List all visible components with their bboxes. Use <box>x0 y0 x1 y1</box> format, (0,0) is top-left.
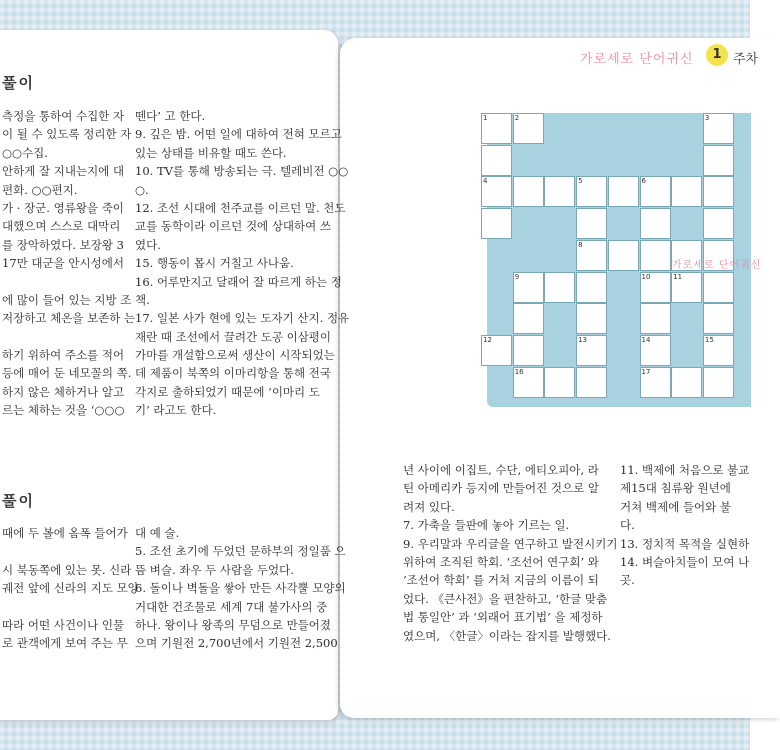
clue-line: 틴 아메리카 등지에 만들어진 것으로 알 <box>403 481 600 496</box>
crossword-cell[interactable] <box>513 176 544 207</box>
clue-number: 3 <box>704 114 710 122</box>
crossword-cell[interactable] <box>481 145 512 176</box>
clue-line: 5. 조선 초기에 두었던 문하부의 정일품 으 <box>135 544 346 559</box>
clue-line: ○○수집. <box>2 145 48 160</box>
clue-line: 었다. 《큰사전》을 편찬하고, ‘한글 맞춤 <box>403 591 608 606</box>
crossword-cell[interactable] <box>513 272 544 303</box>
clue-line: 14. 벼슬아치들이 모여 나 <box>620 554 750 569</box>
crossword-cell[interactable] <box>640 303 671 334</box>
clue-line <box>2 328 135 346</box>
crossword-cell[interactable] <box>576 335 607 366</box>
clue-number: 1 <box>483 114 488 122</box>
clue-line <box>2 542 139 560</box>
clue-line: 년 사이에 이집트, 수단, 에티오피아, 라 <box>403 463 599 477</box>
section-heading-top: 풀이 <box>2 74 35 92</box>
clue-line: 대 예 술. <box>135 526 180 540</box>
crossword-cell[interactable] <box>513 367 544 398</box>
crossword-cell[interactable] <box>576 272 607 303</box>
clue-column-bottom-right-b <box>620 461 749 590</box>
crossword-cell[interactable] <box>640 208 671 239</box>
clue-number: 6 <box>641 177 646 186</box>
clue-line: 위하여 조직된 학회. ‘조선어 연구회’ 와 <box>403 554 599 569</box>
crossword-cell[interactable] <box>703 113 734 144</box>
clue-line: 11. 백제에 처음으로 불교 <box>620 463 750 477</box>
clue-line: 6. 돌이나 벽돌을 쌓아 만든 사각뿔 모양의 <box>135 581 346 596</box>
puzzle-caption: 가로세로 단어귀신 <box>672 260 762 271</box>
crossword-cell[interactable] <box>703 367 734 398</box>
crossword-cell[interactable] <box>640 335 671 366</box>
clue-line: 9. 깊은 밤. 어떤 일에 대하여 전혀 모르고 <box>135 127 342 142</box>
clue-line <box>2 273 135 291</box>
crossword-cell[interactable] <box>640 176 671 207</box>
clue-line: 였다. <box>135 237 161 252</box>
crossword-cell[interactable] <box>576 240 607 271</box>
clue-line: 따라 어떤 사건이나 인물 <box>2 617 125 632</box>
clue-line: 기’ 라고도 한다. <box>135 403 217 418</box>
clue-line: 있는 상태를 비유할 때도 쓴다. <box>135 145 287 160</box>
clue-line: 뜸 벼슬. 좌우 두 사람을 두었다. <box>135 562 294 577</box>
crossword-cell[interactable] <box>703 208 734 239</box>
clue-line: 려져 있다. <box>403 499 455 514</box>
clue-line: 각지로 출하되었기 때문에 ‘이마리 도 <box>135 384 320 399</box>
clue-number: 11 <box>673 272 683 281</box>
clue-line: 교를 동학이라 이르던 것에 상대하여 쓰 <box>135 219 332 234</box>
crossword-cell[interactable] <box>671 367 702 398</box>
crossword-cell[interactable] <box>481 335 512 366</box>
clue-line: 하나. 왕이나 왕족의 무덤으로 만들어졌 <box>135 617 332 632</box>
clue-number: 4 <box>483 177 488 186</box>
clue-line: 로 관객에게 보여 주는 무 <box>2 636 128 651</box>
clue-line: 이 될 수 있도록 정리한 자 <box>2 127 132 142</box>
clue-line: 편화. ○○편지. <box>2 182 78 197</box>
clue-line: 시 북동쪽에 있는 못. 신라 <box>2 562 132 577</box>
crossword-cell[interactable] <box>671 176 702 207</box>
clue-line <box>2 598 139 616</box>
crossword-cell[interactable] <box>640 240 671 271</box>
clue-number: 10 <box>641 272 651 281</box>
crossword-cell[interactable] <box>576 208 607 239</box>
clue-line: 였으며, 〈한글〉이라는 잡지를 발행했다. <box>403 628 611 643</box>
clue-line: 17. 일본 사가 현에 있는 도자기 산지. 정유 <box>135 311 350 326</box>
crossword-cell[interactable] <box>703 176 734 207</box>
clue-line: 저장하고 체온을 보존하 는 <box>2 311 136 326</box>
clue-line: 하지 않은 체하거나 알고 <box>2 384 125 399</box>
crossword-cell[interactable] <box>703 272 734 303</box>
clue-line: 거쳐 백제에 들어와 불 <box>620 499 731 514</box>
crossword-cell[interactable] <box>576 303 607 334</box>
clue-line: 르는 체하는 것을 ‘○○○ <box>2 403 125 418</box>
clue-number: 17 <box>641 367 651 376</box>
clue-line: 15. 행동이 몹시 거칠고 사나움. <box>135 256 294 271</box>
clue-number: 14 <box>641 335 651 344</box>
clue-line: 10. TV를 통해 방송되는 극. 텔레비전 ○○ <box>135 164 349 179</box>
clue-line: 가 · 장군. 영류왕을 죽이 <box>2 200 124 215</box>
clue-column-bottom-right-a <box>403 461 617 645</box>
clue-column-bottom-left <box>2 524 139 653</box>
crossword-cell[interactable] <box>544 272 575 303</box>
section-heading-bottom: 풀이 <box>2 492 35 510</box>
crossword-cell[interactable] <box>703 335 734 366</box>
clue-line: 대했으며 스스로 대막리 <box>2 219 121 234</box>
crossword-cell[interactable] <box>544 176 575 207</box>
clue-line: 다. <box>620 518 635 533</box>
crossword-cell[interactable] <box>481 113 512 144</box>
clue-line: 16. 어루만지고 달래어 잘 따르게 하는 정 <box>135 274 342 289</box>
crossword-cell[interactable] <box>608 176 639 207</box>
clue-line: 측정을 통하여 수집한 자 <box>2 109 125 123</box>
crossword-cell[interactable] <box>576 176 607 207</box>
clue-number: 5 <box>578 177 583 186</box>
clue-column-bottom-middle <box>135 524 346 653</box>
crossword-cell[interactable] <box>513 113 544 144</box>
clue-line: 법 통일안’ 과 ‘외래어 표기법’ 을 제정하 <box>403 610 603 625</box>
crossword-cell[interactable] <box>703 145 734 176</box>
clue-line: 9. 우리말과 우리글을 연구하고 발전시키기 <box>403 536 618 551</box>
clue-line: 책. <box>135 292 150 307</box>
clue-line: 뗀다’ 고 한다. <box>135 109 206 123</box>
crossword-cell[interactable] <box>640 272 671 303</box>
clue-number: 12 <box>483 335 492 344</box>
crossword-cell[interactable] <box>544 367 575 398</box>
clue-line: 으며 기원전 2,700년에서 기원전 2,500 <box>135 636 338 651</box>
clue-line: 데 제품이 북쪽의 이마리항을 통해 전국 <box>135 366 332 381</box>
clue-column-top-middle <box>135 107 349 420</box>
clue-column-top-left <box>2 107 135 420</box>
crossword-cell[interactable] <box>671 272 702 303</box>
crossword-cell[interactable] <box>640 367 671 398</box>
crossword-cell[interactable] <box>481 176 512 207</box>
clue-line: 재란 때 조선에서 끌려간 도공 이삼평이 <box>135 329 332 344</box>
clue-line: ○. <box>135 182 149 197</box>
clue-line: 곳. <box>620 573 635 588</box>
crossword-cell[interactable] <box>513 335 544 366</box>
crossword-cell[interactable] <box>608 240 639 271</box>
clue-number: 16 <box>514 367 524 376</box>
clue-line: 때에 두 볼에 옴폭 들어가 <box>2 526 128 540</box>
chapter-badge: 1 <box>706 44 728 66</box>
clue-line: 를 장악하였다. 보장왕 3 <box>2 237 124 252</box>
crossword-cell[interactable] <box>513 303 544 334</box>
clue-line: 에 많이 들어 있는 지방 조 <box>2 292 132 307</box>
clue-line: 7. 가축을 들판에 놓아 기르는 일. <box>403 518 570 533</box>
crossword-cell[interactable] <box>703 303 734 334</box>
header-title: 가로세로 단어귀신 <box>580 52 694 67</box>
clue-line: ‘조선어 학회’ 를 거쳐 지금의 이름이 되 <box>403 573 599 588</box>
clue-line: 궤전 앞에 신라의 지도 모양 <box>2 581 139 596</box>
clue-line: 거대한 건조물로 세계 7대 불가사의 중 <box>135 599 328 614</box>
clue-line: 안하게 잘 지내는지에 대 <box>2 164 125 179</box>
clue-line: 하기 위하여 주소를 적어 <box>2 348 125 363</box>
clue-line: 등에 매어 둔 네모꼴의 쪽. <box>2 366 132 381</box>
clue-line: 17만 대군을 안시성에서 <box>2 256 124 271</box>
clue-line: 12. 조선 시대에 천주교를 이르던 말. 천도 <box>135 200 346 215</box>
clue-line: 13. 정치적 목적을 실현하 <box>620 536 750 551</box>
clue-number: 13 <box>578 335 588 344</box>
crossword-cell[interactable] <box>576 367 607 398</box>
header-subtitle: 주차 <box>733 52 759 67</box>
clue-number: 15 <box>704 335 714 344</box>
clue-line: 가마를 개설함으로써 생산이 시작되었는 <box>135 348 335 363</box>
clue-number: 2 <box>514 114 520 122</box>
crossword-cell[interactable] <box>481 208 512 239</box>
clue-number: 8 <box>578 240 583 249</box>
clue-number: 9 <box>514 272 520 281</box>
clue-line: 제15대 침류왕 원년에 <box>620 481 731 496</box>
